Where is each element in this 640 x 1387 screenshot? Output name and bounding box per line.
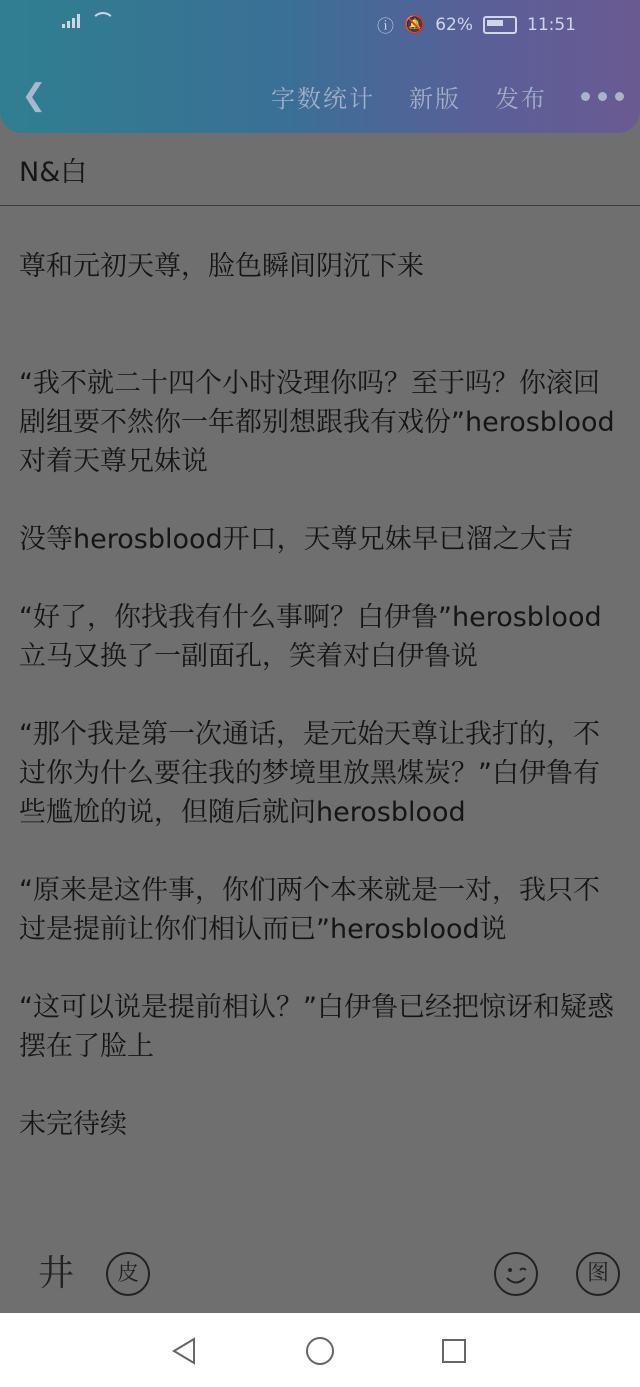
divider	[0, 205, 640, 206]
nfc-icon: ⓘ	[377, 17, 395, 37]
paragraph: 尊和元初天尊，脸色瞬间阴沉下来	[19, 251, 424, 282]
paragraph: “好了，你找我有什么事啊？白伊鲁”herosblood立马又换了一副面孔，笑着对白伊鲁说	[19, 602, 602, 672]
paragraph: “我不就二十四个小时没理你吗？至于吗？你滚回剧组要不然你一年都别想跟我有戏份”herosblood对着天尊兄妹说	[19, 368, 615, 477]
wifi-icon	[90, 12, 112, 28]
chevron-left-icon: ❮	[21, 77, 47, 113]
mute-icon: 🔕	[404, 14, 426, 35]
document-title[interactable]: N&白	[19, 157, 88, 188]
emoji-button[interactable]	[494, 1252, 538, 1296]
insert-image-button[interactable]: 图	[576, 1252, 620, 1296]
system-home-button[interactable]	[300, 1331, 340, 1371]
smiley-icon	[496, 1254, 536, 1294]
paragraph: “那个我是第一次通话，是元始天尊让我打的，不过你为什么要往我的梦境里放黑煤炭？”白伊鲁有些尴尬的说，但随后就问herosblood	[19, 719, 600, 828]
system-recents-button[interactable]	[434, 1331, 474, 1371]
paragraph: “原来是这件事，你们两个本来就是一对，我只不过是提前让你们相认而已”herosblood说	[19, 875, 600, 945]
paragraph: “这可以说是提前相认？”白伊鲁已经把惊讶和疑惑摆在了脸上	[19, 992, 614, 1062]
paragraph: 没等herosblood开口，天尊兄妹早已溜之大吉	[19, 524, 574, 555]
new-version-button[interactable]: 新版	[409, 84, 461, 113]
back-button[interactable]	[18, 78, 50, 112]
publish-button[interactable]: 发布	[495, 84, 547, 113]
skin-button[interactable]: 皮	[106, 1252, 150, 1296]
more-dots-icon	[581, 92, 590, 101]
system-navigation-bar	[0, 1313, 640, 1387]
triangle-back-icon	[164, 1331, 204, 1371]
word-count-button[interactable]: 字数统计	[271, 84, 375, 113]
square-recents-icon	[434, 1331, 474, 1371]
clock: 11:51	[527, 14, 576, 35]
nav-actions	[271, 78, 624, 114]
hashtag-button[interactable]: 井	[37, 1253, 74, 1294]
editor-toolbar	[0, 1250, 640, 1310]
battery-icon	[483, 16, 517, 34]
nav-bar	[0, 78, 640, 118]
document-body[interactable]	[19, 208, 621, 1248]
status-bar	[0, 10, 640, 38]
signal-icon	[62, 12, 80, 28]
paragraph: 未完待续	[19, 1109, 127, 1140]
system-back-button[interactable]	[164, 1331, 204, 1371]
circle-home-icon	[300, 1331, 340, 1371]
more-button[interactable]	[581, 92, 624, 101]
header-bar	[0, 0, 640, 133]
battery-percent: 62%	[435, 14, 473, 35]
